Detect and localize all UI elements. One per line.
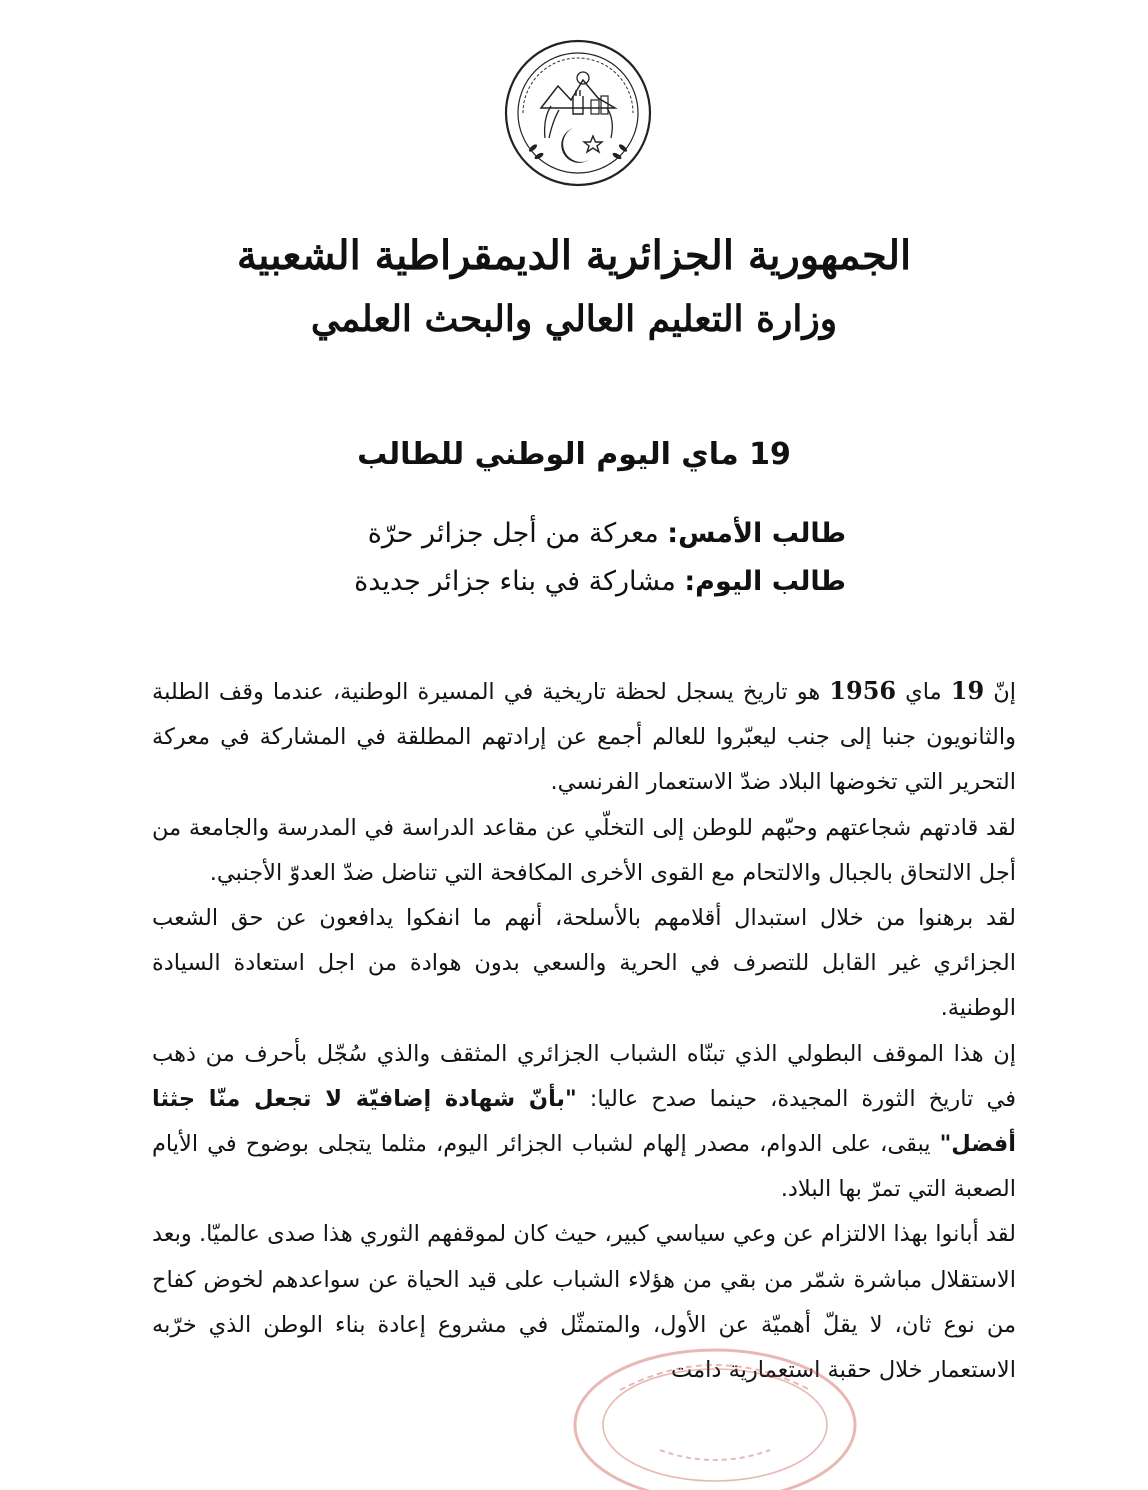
tagline-today	[354, 566, 846, 597]
p1-number-year: 1956	[829, 676, 897, 705]
p4-part-b: يبقى، على الدوام، مصدر إلهام لشباب الجزائر اليوم، مثلما يتجلى بوضوح في الأيام الصعبة التي تمرّ بها البلاد.	[152, 1131, 1016, 1203]
paragraph-1	[152, 668, 1016, 806]
p1-part-c: هو تاريخ يسجل لحظة تاريخية في المسيرة الوطنية، عندما وقف الطلبة والثانويون جنبا إلى جنب ليعبّروا للعالم أجمع عن إرادتهم المطلقة في المشاركة في معركة التحرير التي تخوضها البلاد ضدّ الاستعمار الفرنسي.	[152, 679, 1016, 796]
tagline-yesterday	[368, 518, 846, 549]
header-ministry: وزارة التعليم العالي والبحث العلمي	[310, 298, 838, 340]
p1-number-day: 19	[950, 676, 985, 705]
p1-part-a: إنّ	[984, 679, 1016, 705]
body-text	[152, 668, 1016, 1393]
p1-part-b: ماي	[896, 679, 951, 705]
paragraph-2: لقد قادتهم شجاعتهم وحبّهم للوطن إلى التخلّي عن مقاعد الدراسة في المدرسة والجامعة من أجل الالتحاق بالجبال والالتحام مع القوى الأخرى المكافحة التي تناضل ضدّ العدوّ الأجنبي.	[152, 814, 1016, 886]
p4-part-a: إن هذا الموقف البطولي الذي تبنّاه الشباب الجزائري المثقف والذي سُجّل بأحرف من ذهب في تاريخ الثورة المجيدة، حينما صدح عاليا:	[152, 1040, 1016, 1112]
tagline-today-label: طالب اليوم:	[684, 566, 846, 597]
tagline-yesterday-text: معركة من أجل جزائر حرّة	[367, 518, 668, 549]
paragraph-3: لقد برهنوا من خلال استبدال أقلامهم بالأسلحة، أنهم ما انفكوا يدافعون عن حق الشعب الجزائري غير القابل للتصرف في الحرية والسعي بدون هوادة من اجل استعادة السيادة الوطنية.	[152, 905, 1016, 1022]
tagline-today-text: مشاركة في بناء جزائر جديدة	[354, 566, 685, 597]
p4-quote: "بأنّ شهادة إضافيّة لا تجعل منّا جثثا أفضل"	[152, 1085, 1016, 1158]
paragraph-5: لقد أبانوا بهذا الالتزام عن وعي سياسي كبير، حيث كان لموقفهم الثوري هذا صدى عالميّا. وبعد الاستقلال مباشرة شمّر من بقي من هؤلاء الشباب على قيد الحياة عن سواعدهم لخوض كفاح من نوع ثان، لا يقلّ أهميّة عن الأول، والمتمثّل في مشروع إعادة بناء الوطن الذي خرّبه الاستعمار خلال حقبة استعمارية دامت	[152, 1221, 1016, 1384]
tagline-yesterday-label: طالب الأمس:	[667, 518, 846, 549]
algeria-emblem-seal-icon	[503, 38, 653, 188]
document-title: 19 ماي اليوم الوطني للطالب	[357, 437, 791, 472]
paragraph-4	[152, 1032, 1016, 1213]
header-republic: الجمهورية الجزائرية الديمقراطية الشعبية	[236, 232, 912, 279]
official-stamp-icon	[560, 1330, 870, 1490]
